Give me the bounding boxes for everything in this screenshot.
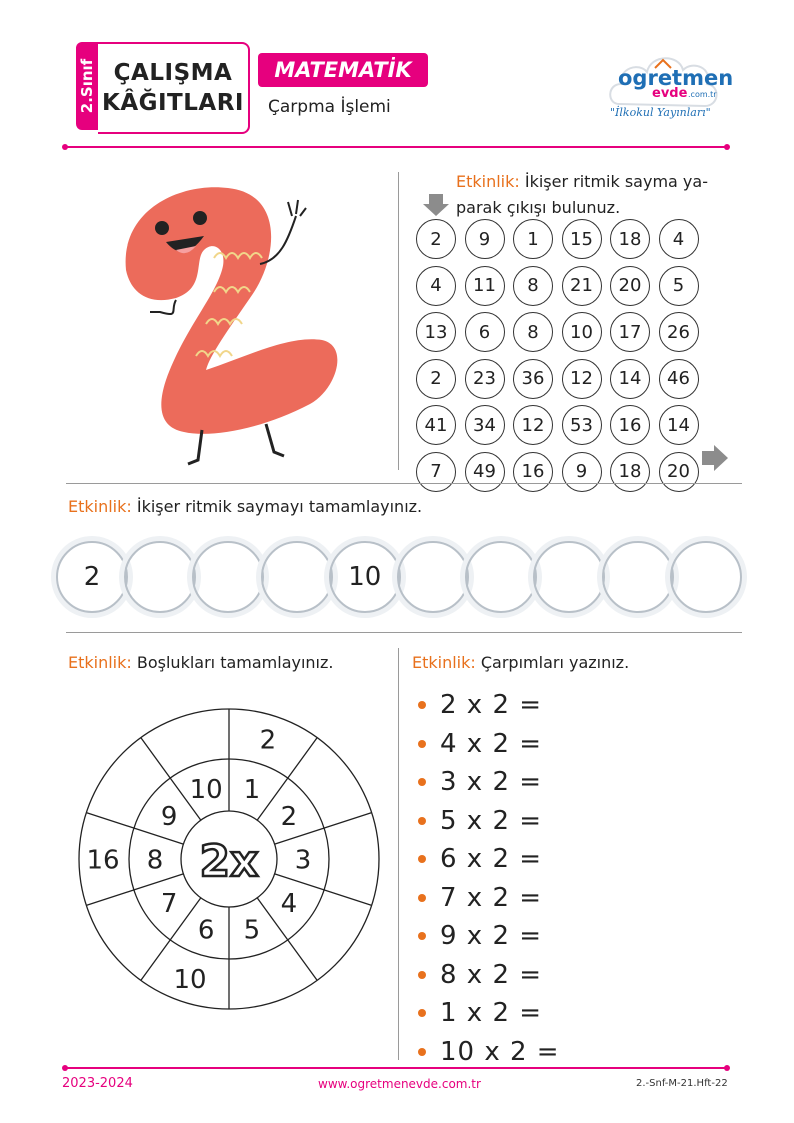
grid-cell[interactable]: 49 (465, 452, 505, 492)
bullet-icon (418, 701, 426, 709)
number-grid (416, 219, 699, 492)
wheel-inner-cell: 4 (280, 888, 298, 919)
bullet-icon (418, 971, 426, 979)
grid-cell[interactable]: 41 (416, 405, 456, 445)
bullet-icon (418, 778, 426, 786)
grid-cell[interactable]: 36 (513, 359, 553, 399)
grid-cell[interactable]: 14 (659, 405, 699, 445)
multiplication-item[interactable] (418, 729, 542, 759)
wheel-inner-cell: 9 (160, 801, 178, 832)
wheel-inner-cell: 6 (197, 915, 215, 946)
ring-cell[interactable] (192, 541, 264, 613)
grid-cell[interactable]: 12 (513, 405, 553, 445)
section-divider (398, 648, 399, 1060)
ring-cell[interactable] (124, 541, 196, 613)
ring-cell[interactable]: 2 (56, 541, 128, 613)
grid-cell[interactable]: 5 (659, 266, 699, 306)
logo-text: ogretmen (618, 66, 734, 90)
wheel-inner-cell: 10 (189, 774, 223, 805)
footer-rule (66, 1067, 726, 1069)
activity-label: Etkinlik: (412, 653, 476, 672)
activity1-text-line1: İkişer ritmik sayma ya- (524, 172, 708, 191)
section-rule (66, 632, 742, 633)
ring-cell[interactable] (261, 541, 333, 613)
activity-label: Etkinlik: (68, 497, 132, 516)
grade-label: 2.Sınıf (78, 58, 96, 114)
grid-cell[interactable]: 23 (465, 359, 505, 399)
grid-cell[interactable]: 11 (465, 266, 505, 306)
multiplication-text: 10 x 2 = (440, 1036, 560, 1067)
bullet-icon (418, 1009, 426, 1017)
title-line-1: ÇALIŞMA (113, 60, 233, 86)
grid-cell[interactable]: 10 (562, 312, 602, 352)
grid-cell[interactable]: 8 (513, 312, 553, 352)
multiplication-text: 9 x 2 = (440, 921, 543, 951)
grid-cell[interactable]: 18 (610, 452, 650, 492)
activity-label: Etkinlik: (456, 172, 520, 191)
grid-cell[interactable]: 18 (610, 219, 650, 259)
grade-tab (76, 42, 98, 130)
ring-cell[interactable] (397, 541, 469, 613)
multiplication-item[interactable] (418, 883, 542, 913)
grid-cell[interactable]: 14 (610, 359, 650, 399)
grid-cell[interactable]: 46 (659, 359, 699, 399)
grid-cell[interactable]: 53 (562, 405, 602, 445)
grid-cell[interactable]: 13 (416, 312, 456, 352)
grid-cell[interactable]: 20 (659, 452, 699, 492)
ring-cell[interactable] (602, 541, 674, 613)
multiplication-item[interactable] (418, 998, 542, 1028)
section-divider (398, 172, 399, 470)
subject-badge: MATEMATİK (258, 53, 428, 87)
rule-dot (724, 1065, 730, 1071)
wheel-outer-cell[interactable]: 16 (86, 845, 120, 876)
grid-cell[interactable]: 6 (465, 312, 505, 352)
wheel-inner-cell: 5 (243, 915, 261, 946)
wheel-inner-cell: 7 (160, 888, 178, 919)
section-rule (66, 483, 742, 484)
footer-code: 2.-Snf-M-21.Hft-22 (636, 1078, 728, 1089)
wheel-inner-cell: 2 (280, 801, 298, 832)
activity2-text: İkişer ritmik saymayı tamamlayınız. (136, 497, 423, 516)
grid-cell[interactable]: 12 (562, 359, 602, 399)
activity2-instruction (68, 497, 422, 516)
multiplication-item[interactable] (418, 960, 542, 990)
grid-cell[interactable]: 2 (416, 359, 456, 399)
ring-cell[interactable]: 10 (329, 541, 401, 613)
activity1-instruction (456, 172, 708, 191)
multiplication-text: 7 x 2 = (440, 882, 543, 913)
exit-arrow-icon (702, 445, 728, 471)
grid-cell[interactable]: 4 (416, 266, 456, 306)
topic-title: Çarpma İşlemi (268, 97, 391, 117)
rule-dot (724, 144, 730, 150)
grid-cell[interactable]: 34 (465, 405, 505, 445)
logo-subtitle: "İlkokul Yayınları" (610, 106, 711, 119)
title-box (98, 42, 250, 134)
wheel-outer-cell[interactable]: 2 (259, 725, 277, 756)
grid-cell[interactable]: 9 (465, 219, 505, 259)
activity-label: Etkinlik: (68, 653, 132, 672)
wheel-inner-cell: 1 (243, 774, 261, 805)
multiplication-text: 8 x 2 = (440, 959, 543, 990)
grid-cell[interactable]: 4 (659, 219, 699, 259)
multiplication-text: 3 x 2 = (440, 767, 543, 797)
multiplication-text: 4 x 2 = (440, 728, 543, 759)
activity3-text: Boşlukları tamamlayınız. (136, 653, 334, 672)
grid-cell[interactable]: 26 (659, 312, 699, 352)
grid-cell[interactable]: 15 (562, 219, 602, 259)
multiplication-text: 6 x 2 = (440, 844, 543, 874)
start-arrow-icon (423, 194, 449, 216)
logo-domain: .com.tr (688, 90, 717, 99)
header-rule (66, 146, 726, 148)
bullet-icon (418, 932, 426, 940)
footer-website[interactable]: www.ogretmenevde.com.tr (318, 1077, 481, 1091)
grid-cell[interactable]: 21 (562, 266, 602, 306)
multiplication-wheel (76, 706, 382, 1012)
multiplication-text: 5 x 2 = (440, 805, 543, 836)
grid-cell[interactable]: 17 (610, 312, 650, 352)
multiplication-item[interactable] (418, 1037, 560, 1067)
wheel-inner-cell: 3 (294, 845, 312, 876)
title-line-2: KÂĞITLARI (102, 90, 244, 116)
grid-cell[interactable]: 8 (513, 266, 553, 306)
bullet-icon (418, 855, 426, 863)
number-two-mascot-icon (110, 180, 370, 470)
activity1-text-line2: parak çıkışı bulunuz. (456, 198, 621, 217)
footer-year: 2023-2024 (62, 1076, 133, 1091)
grid-cell[interactable]: 16 (513, 452, 553, 492)
multiplication-item[interactable] (418, 921, 542, 951)
activity4-text: Çarpımları yazınız. (480, 653, 630, 672)
grid-cell[interactable]: 7 (416, 452, 456, 492)
ring-cell[interactable] (533, 541, 605, 613)
logo-text-2: evde (652, 86, 688, 101)
grid-cell[interactable]: 9 (562, 452, 602, 492)
bullet-icon (418, 894, 426, 902)
grid-cell[interactable]: 1 (513, 219, 553, 259)
multiplication-text: 1 x 2 = (440, 998, 543, 1028)
wheel-outer-cell[interactable]: 10 (173, 965, 207, 996)
multiplication-item[interactable] (418, 806, 542, 836)
ring-cell[interactable] (670, 541, 742, 613)
grid-cell[interactable]: 2 (416, 219, 456, 259)
grid-cell[interactable]: 16 (610, 405, 650, 445)
bullet-icon (418, 1048, 426, 1056)
wheel-center-label: 2x (199, 836, 259, 887)
bullet-icon (418, 740, 426, 748)
grid-cell[interactable]: 20 (610, 266, 650, 306)
activity3-instruction (68, 653, 333, 672)
activity4-instruction (412, 653, 629, 672)
multiplication-item[interactable] (418, 690, 542, 720)
multiplication-item[interactable] (418, 844, 542, 874)
multiplication-text: 2 x 2 = (440, 690, 543, 720)
wheel-inner-cell: 8 (146, 845, 164, 876)
bullet-icon (418, 817, 426, 825)
multiplication-item[interactable] (418, 767, 542, 797)
ring-cell[interactable] (465, 541, 537, 613)
